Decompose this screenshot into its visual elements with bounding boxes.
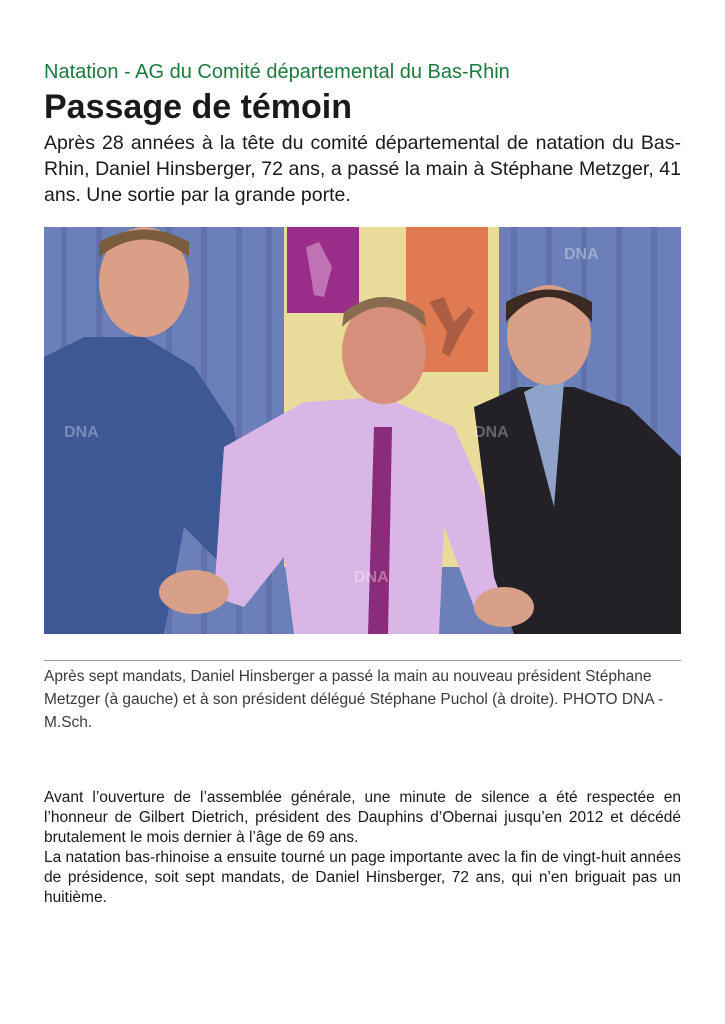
caption-divider: [44, 660, 681, 661]
watermark-text: DNA: [64, 424, 99, 441]
body-paragraph: Avant l’ouverture de l’assemblée générale, une minute de silence a été respectée en l’honneur de Gilbert Dietrich, président des Dauphins d’Obernai jusqu’en 2012 et décédé brutalement le mois dernier à l’âge de 69 ans.: [44, 789, 681, 846]
lead-paragraph: Après 28 années à la tête du comité départemental de natation du Bas-Rhin, Daniel Hinsberger, 72 ans, a passé la main à Stéphane Metzger, 41 ans. Une sortie par la grande porte.: [44, 132, 681, 206]
photo-caption: Après sept mandats, Daniel Hinsberger a passé la main au nouveau président Stéphane Metzger (à gauche) et à son président délégué Stéphane Puchol (à droite). PHOTO DNA - M.Sch.: [44, 668, 664, 731]
body-paragraph: La natation bas-rhinoise a ensuite tourné un page importante avec la fin de vingt-huit années de présidence, soit sept mandats, de Daniel Hinsberger, 72 ans, qui n’en briguait pas un huitième.: [44, 849, 681, 906]
watermark-text: DNA: [474, 424, 509, 441]
watermark-text: DNA: [354, 569, 389, 586]
headline: Passage de témoin: [44, 88, 353, 126]
watermark-text: DNA: [564, 246, 599, 263]
article-body: [44, 788, 681, 908]
article-photo: [44, 227, 681, 634]
kicker: Natation - AG du Comité départemental du Bas-Rhin: [44, 61, 510, 83]
